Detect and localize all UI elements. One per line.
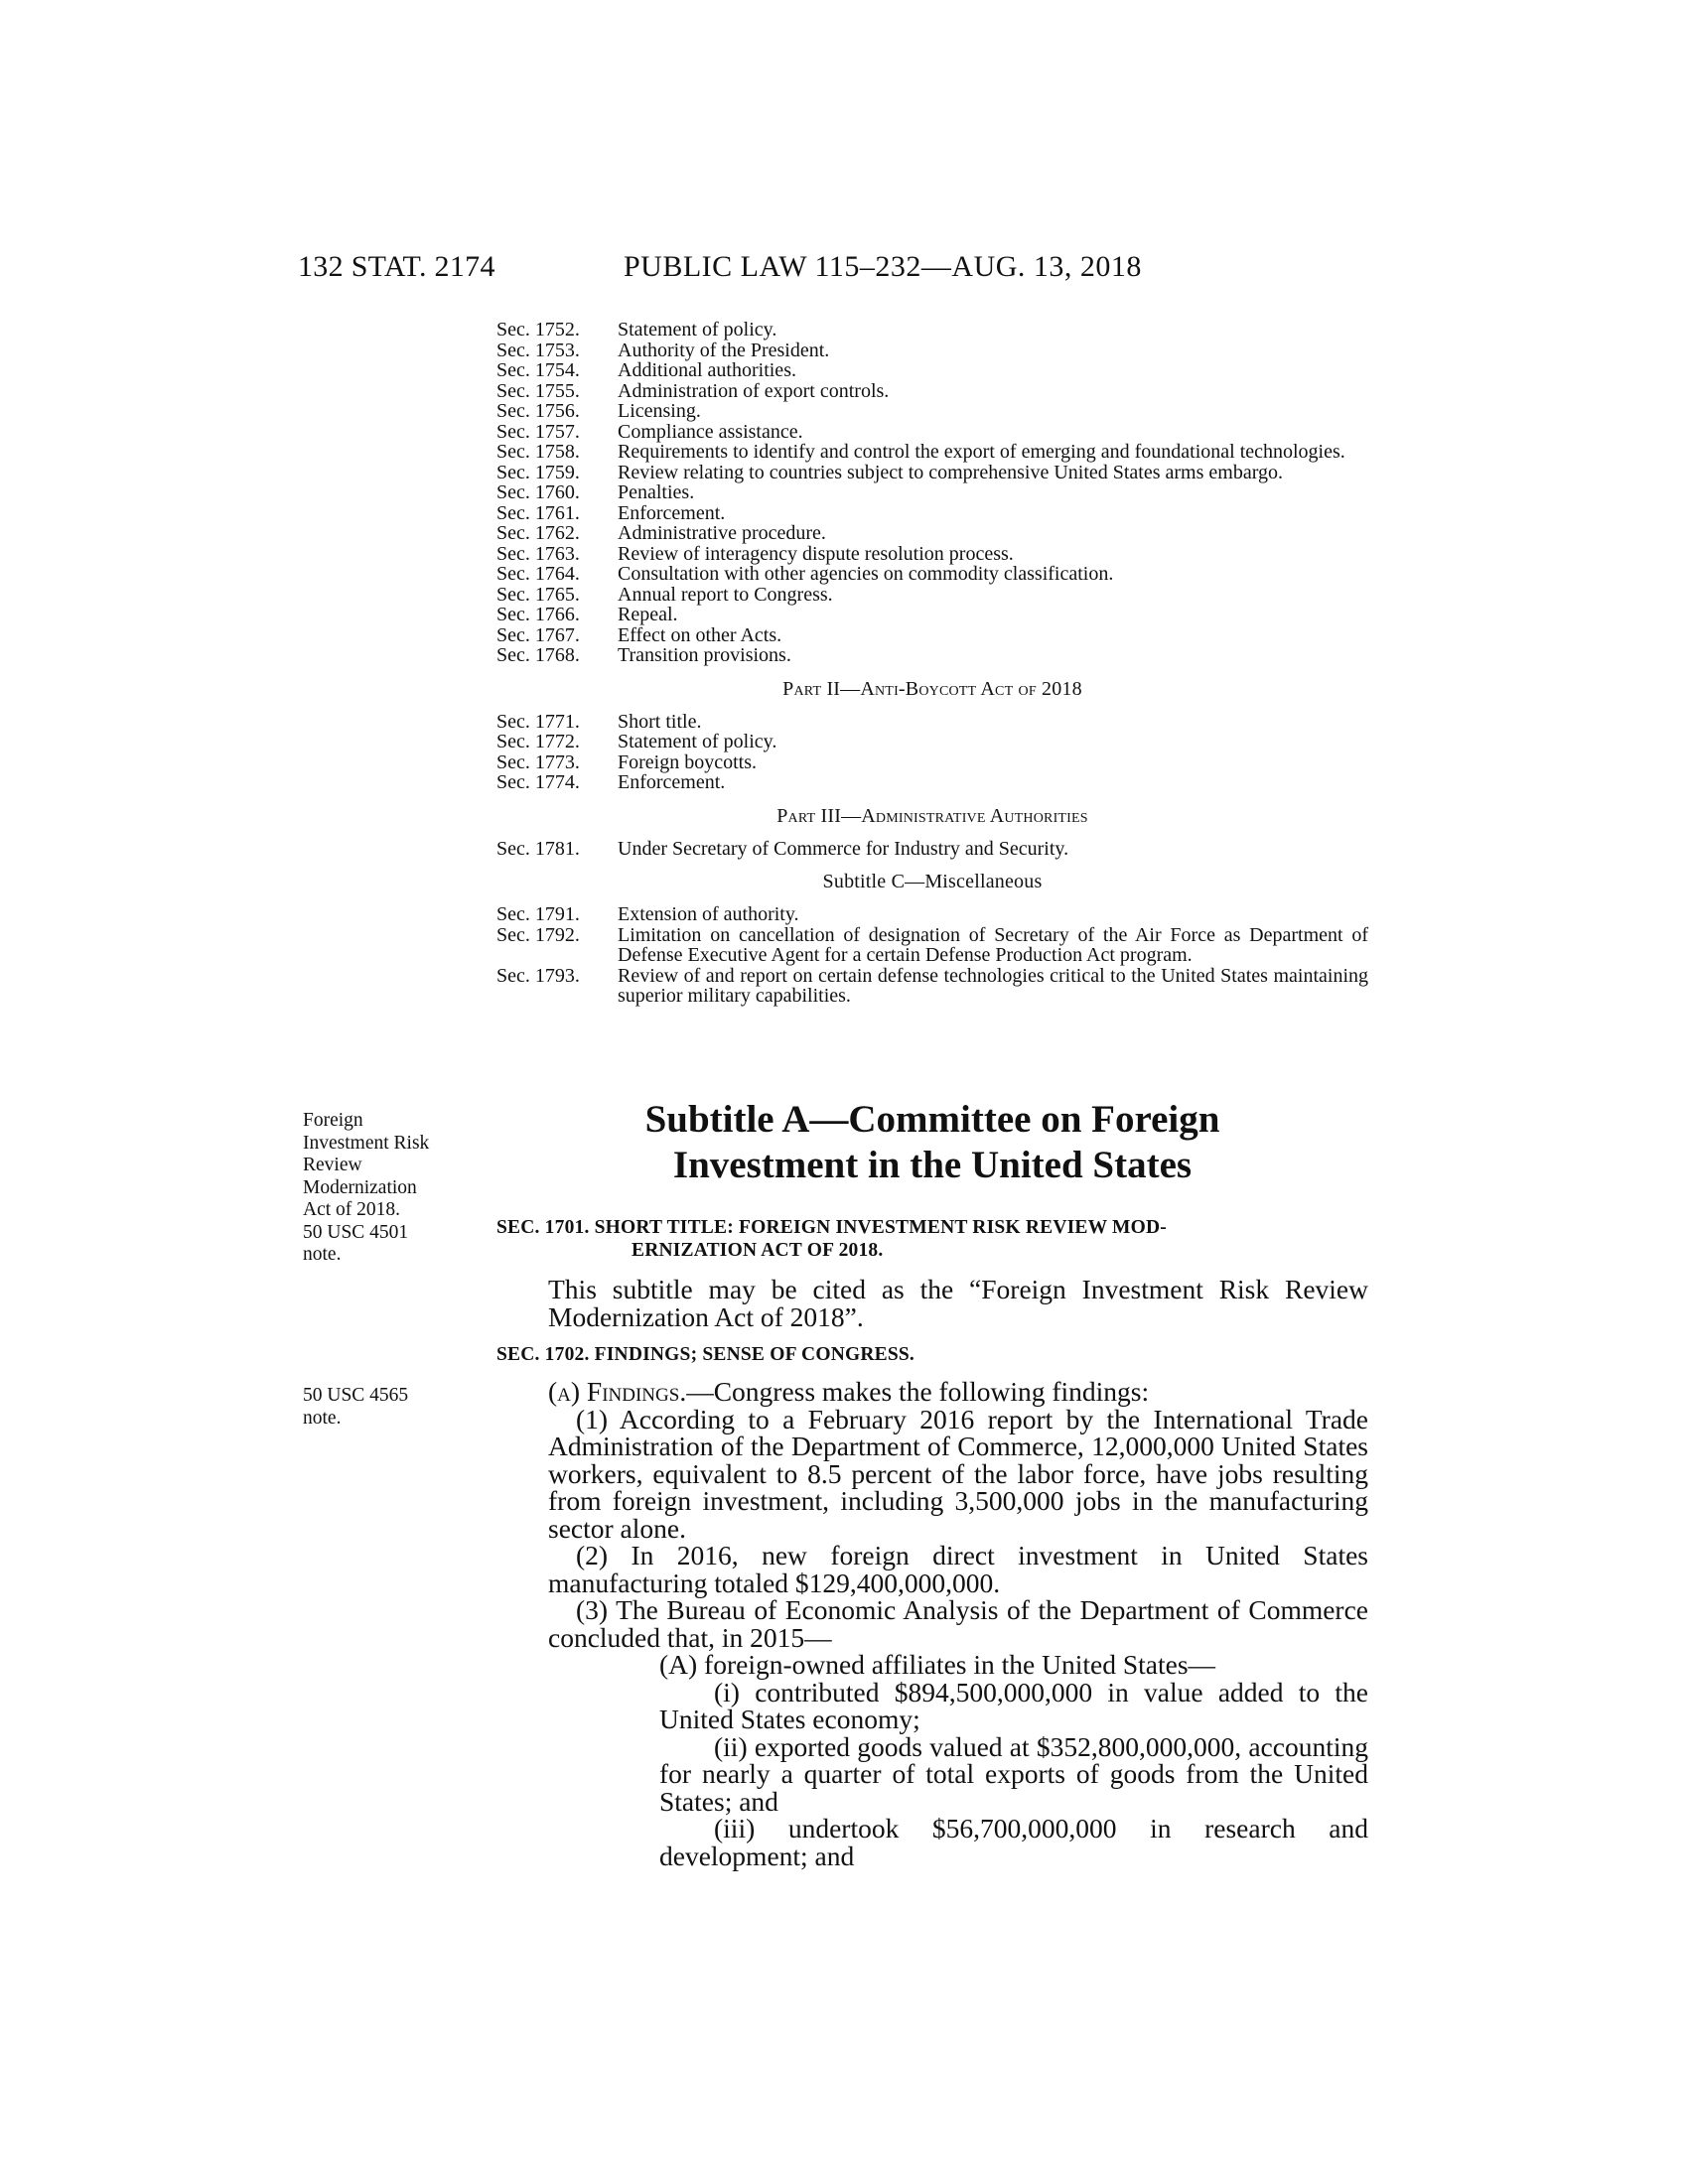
toc-entry xyxy=(496,482,1368,503)
finding-3: (3) The Bureau of Economic Analysis of the Department of Commerce concluded that, in 2015— xyxy=(548,1594,1368,1653)
toc-section-title: Enforcement. xyxy=(618,771,726,793)
toc-part2-label: Part II—Anti-Boycott Act of 2018 xyxy=(782,677,1082,700)
toc-section-title: Administration of export controls. xyxy=(618,379,890,402)
toc-section-title: Additional authorities. xyxy=(618,359,796,381)
toc-entry xyxy=(496,625,1368,646)
toc-section-title: Statement of policy. xyxy=(618,731,777,752)
toc-entry xyxy=(496,904,1368,925)
public-law-title: PUBLIC LAW 115–232—AUG. 13, 2018 xyxy=(624,250,1142,283)
toc-section-number: Sec. 1753. xyxy=(496,339,580,361)
margin-note-line: Modernization xyxy=(303,1176,417,1198)
margin-note-line: note. xyxy=(303,1244,342,1265)
toc-section-title: Limitation on cancellation of designation of Secretary of the Air Force as Department of Defense Executive Agent for a certain Defense Production Act program. xyxy=(618,923,1368,966)
table-of-contents xyxy=(496,320,1368,1007)
toc-section-title: Enforcement. xyxy=(618,501,726,524)
toc-section-number: Sec. 1760. xyxy=(496,481,580,503)
toc-section-title: Foreign boycotts. xyxy=(618,751,757,773)
toc-section-number: Sec. 1773. xyxy=(496,751,580,773)
toc-section-title: Consultation with other agencies on commodity classification. xyxy=(618,563,1114,585)
toc-section-title: Penalties. xyxy=(618,481,695,503)
toc-entry xyxy=(496,523,1368,544)
margin-note-line: Foreign xyxy=(303,1110,363,1131)
toc-section-number: Sec. 1792. xyxy=(496,923,580,946)
sec-1702-heading xyxy=(496,1343,1368,1366)
toc-entry xyxy=(496,585,1368,606)
toc-section-number: Sec. 1757. xyxy=(496,420,580,443)
findings-intro-text: .—Congress makes the following findings: xyxy=(679,1376,1150,1407)
toc-section-number: Sec. 1791. xyxy=(496,903,580,925)
toc-section-title: Annual report to Congress. xyxy=(618,583,833,606)
toc-entry xyxy=(496,712,1368,733)
toc-section-title: Extension of authority. xyxy=(618,903,799,925)
toc-section-number: Sec. 1774. xyxy=(496,771,580,793)
toc-entry xyxy=(496,341,1368,361)
toc-subtitle-c-label: Subtitle C—Miscellaneous xyxy=(822,871,1043,892)
toc-group-part2 xyxy=(496,712,1368,793)
finding-3-a-ii: (ii) exported goods valued at $352,800,000,000, accounting for nearly a quarter of total exports of goods from the United States; and xyxy=(659,1730,1368,1817)
toc-section-title: Statement of policy. xyxy=(618,319,777,341)
toc-section-title: Review relating to countries subject to comprehensive United States arms embargo. xyxy=(618,461,1284,483)
margin-note-short-title xyxy=(303,1110,482,1267)
toc-section-number: Sec. 1765. xyxy=(496,583,580,606)
toc-entry xyxy=(496,772,1368,793)
toc-entry xyxy=(496,544,1368,565)
toc-section-number: Sec. 1766. xyxy=(496,604,580,625)
toc-section-number: Sec. 1754. xyxy=(496,359,580,381)
finding-3-a-iii: (iii) undertook $56,700,000,000 in research and development; and xyxy=(659,1813,1368,1871)
sec-1701-heading-line1: SEC. 1701. SHORT TITLE: FOREIGN INVESTMENT RISK REVIEW MOD- xyxy=(496,1217,1167,1238)
toc-section-title: Licensing. xyxy=(618,400,701,422)
toc-section-title: Under Secretary of Commerce for Industry and Security. xyxy=(618,837,1069,860)
page-header xyxy=(298,250,1360,290)
margin-note-line: 50 USC 4501 xyxy=(303,1221,409,1243)
toc-group-part3 xyxy=(496,839,1368,860)
toc-entry xyxy=(496,381,1368,402)
toc-section-number: Sec. 1768. xyxy=(496,644,580,666)
toc-entry xyxy=(496,839,1368,860)
toc-section-number: Sec. 1755. xyxy=(496,379,580,402)
finding-3-a-i: (i) contributed $894,500,000,000 in value added to the United States economy; xyxy=(659,1676,1368,1734)
subtitle-a-line1: Subtitle A—Committee on Foreign xyxy=(644,1098,1220,1141)
toc-part-heading-admin xyxy=(496,806,1368,826)
toc-entry xyxy=(496,966,1368,1007)
toc-section-number: Sec. 1771. xyxy=(496,710,580,733)
toc-part-heading-anti-boycott xyxy=(496,679,1368,699)
toc-entry xyxy=(496,442,1368,463)
toc-entry xyxy=(496,463,1368,483)
sec-1701-body xyxy=(548,1276,1368,1330)
sec-1702-body xyxy=(548,1378,1368,1869)
sec-1702-heading-text: SEC. 1702. FINDINGS; SENSE OF CONGRESS. xyxy=(496,1344,914,1365)
findings-intro xyxy=(548,1378,1368,1406)
margin-note-usc-4565 xyxy=(303,1385,482,1430)
finding-1: (1) According to a February 2016 report by the International Trade Administration of the Department of Commerce, 12,000,000 United States workers, equivalent to 8.5 percent of the labor force, have jobs resulting from foreign investment, including 3,500,000 jobs in the manufacturing sector alone. xyxy=(548,1403,1368,1544)
toc-group-subtitle-c xyxy=(496,904,1368,1007)
finding-2: (2) In 2016, new foreign direct investment in United States manufacturing totaled $129,400,000,000. xyxy=(548,1540,1368,1598)
toc-section-title: Requirements to identify and control the export of emerging and foundational technologies. xyxy=(618,441,1345,463)
subtitle-a-line2: Investment in the United States xyxy=(672,1144,1193,1186)
toc-part3-label: Part III—Administrative Authorities xyxy=(776,804,1088,827)
toc-section-number: Sec. 1759. xyxy=(496,461,580,483)
toc-section-number: Sec. 1764. xyxy=(496,563,580,585)
toc-section-number: Sec. 1761. xyxy=(496,501,580,524)
sec-1701-text: This subtitle may be cited as the “Foreign Investment Risk Review Modernization Act of 2018”. xyxy=(548,1274,1368,1332)
toc-section-number: Sec. 1758. xyxy=(496,441,580,463)
toc-section-number: Sec. 1793. xyxy=(496,964,580,987)
findings-label: (a) Findings xyxy=(548,1376,680,1407)
toc-section-number: Sec. 1767. xyxy=(496,623,580,646)
toc-section-number: Sec. 1763. xyxy=(496,542,580,565)
toc-section-title: Authority of the President. xyxy=(618,339,830,361)
toc-section-title: Administrative procedure. xyxy=(618,522,826,544)
toc-entry xyxy=(496,732,1368,752)
toc-entry xyxy=(496,320,1368,341)
margin-note-line: note. xyxy=(303,1407,342,1429)
toc-section-number: Sec. 1772. xyxy=(496,731,580,752)
toc-section-number: Sec. 1781. xyxy=(496,837,580,860)
toc-entry xyxy=(496,752,1368,773)
margin-note-line: Act of 2018. xyxy=(303,1199,401,1220)
toc-entry xyxy=(496,925,1368,966)
toc-entry xyxy=(496,503,1368,524)
toc-group-part1 xyxy=(496,320,1368,666)
toc-section-title: Review of interagency dispute resolution process. xyxy=(618,542,1014,565)
toc-section-title: Transition provisions. xyxy=(618,644,791,666)
toc-section-title: Short title. xyxy=(618,710,702,733)
toc-entry xyxy=(496,605,1368,625)
sec-1701-heading-line2: ERNIZATION ACT OF 2018. xyxy=(632,1240,884,1261)
toc-subtitle-c-heading xyxy=(496,872,1368,891)
toc-entry xyxy=(496,645,1368,666)
toc-entry xyxy=(496,360,1368,381)
statute-page-number: 132 STAT. 2174 xyxy=(298,250,495,283)
toc-section-title: Repeal. xyxy=(618,604,678,625)
toc-entry xyxy=(496,401,1368,422)
toc-section-number: Sec. 1756. xyxy=(496,400,580,422)
margin-note-line: Investment Risk xyxy=(303,1132,430,1154)
toc-section-title: Effect on other Acts. xyxy=(618,623,782,646)
finding-3-a: (A) foreign-owned affiliates in the United States— xyxy=(659,1649,1216,1680)
toc-section-number: Sec. 1752. xyxy=(496,319,580,341)
margin-note-line: 50 USC 4565 xyxy=(303,1385,409,1406)
toc-entry xyxy=(496,564,1368,585)
toc-section-title: Review of and report on certain defense technologies critical to the United States maintaining superior military capabilities. xyxy=(618,964,1368,1007)
sec-1701-heading xyxy=(496,1216,1368,1262)
toc-section-number: Sec. 1762. xyxy=(496,522,580,544)
margin-note-line: Review xyxy=(303,1155,362,1175)
toc-entry xyxy=(496,422,1368,443)
subtitle-a-heading xyxy=(496,1097,1368,1188)
toc-section-title: Compliance assistance. xyxy=(618,420,803,443)
